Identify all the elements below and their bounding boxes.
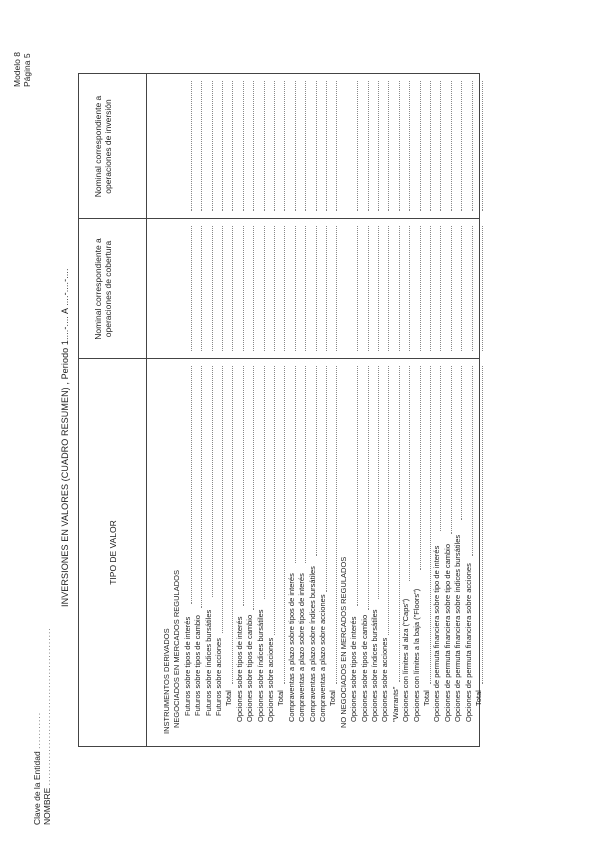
row-leader [451,366,452,534]
investment-value-cell[interactable] [191,81,192,211]
page-title: INVERSIONES EN VALORES (CUADRO RESUMEN) , Periodo 1....-.... A ....-....-.... [60,268,70,607]
table-row: Opciones con límites al alza ("Caps") [401,598,411,722]
row-leader [357,366,358,606]
row-leader [368,366,369,610]
hedge-value-cell[interactable] [368,226,369,351]
hedge-value-cell[interactable] [430,226,431,351]
table-row: Opciones con límites a la baja ("Floors") [411,588,421,722]
hedge-value-cell[interactable] [212,226,213,351]
table-row: Opciones sobre tipos de cambio [245,614,255,722]
hedge-value-cell[interactable] [253,226,254,351]
row-leader [409,366,410,581]
table-row: NO NEGOCIADOS EN MERCADOS REGULADOS [338,556,348,728]
row-leader [191,366,192,604]
row-leader [388,366,389,635]
table-row: Total [474,690,483,706]
row-leader [212,366,213,597]
column-header-type: TIPO DE VALOR [108,520,118,585]
table-row: Compraventas a plazo sobre índices bursátiles [307,566,317,722]
table-row: Total [276,690,286,706]
table-row: Opciones sobre tipos de interés [234,616,244,722]
investment-value-cell[interactable] [295,81,296,211]
page-label: Página 5 [22,53,32,87]
investment-value-cell[interactable] [472,81,473,211]
row-leader [274,366,275,635]
hedge-value-cell[interactable] [472,226,473,351]
investment-value-cell[interactable] [399,81,400,211]
hedge-value-cell[interactable] [357,226,358,351]
investment-value-cell[interactable] [316,81,317,211]
row-leader [482,366,483,684]
model-label: Modelo 8 [12,52,22,87]
table-row: NEGOCIADOS EN MERCADOS REGULADOS [172,570,182,728]
row-leader [430,366,431,684]
hedge-value-cell[interactable] [243,226,244,351]
table-row: Opciones sobre índices bursátiles [370,609,379,722]
hedge-value-cell[interactable] [264,226,265,351]
investment-value-cell[interactable] [336,81,337,211]
hedge-value-cell[interactable] [284,226,285,351]
investment-value-cell[interactable] [420,81,421,211]
row-leader [399,366,400,682]
hedge-value-cell[interactable] [305,226,306,351]
table-row: "Warrants" [390,686,400,722]
table-row: Compraventas a plazo sobre tipos de interés [297,573,307,722]
hedge-value-cell[interactable] [316,226,317,351]
table-row: Compraventas a plazo sobre acciones [318,594,327,722]
table-row: Opciones sobre acciones [266,637,275,722]
table-row: Total [224,690,234,706]
row-leader [420,366,421,570]
table-row: Futuros sobre tipos de interés [182,616,192,716]
table-row: Opciones sobre tipos de cambio [359,614,369,722]
investment-value-cell[interactable] [274,81,275,211]
row-leader [295,366,296,563]
row-leader [305,366,306,563]
hedge-value-cell[interactable] [326,226,327,351]
hedge-value-cell[interactable] [232,226,233,351]
row-leader [378,366,379,599]
table-row: Opciones de permuta financiera sobre tipo de interés [432,545,442,722]
hedge-value-cell[interactable] [201,226,202,351]
table-row: Opciones sobre acciones [380,637,390,722]
investment-value-cell[interactable] [201,81,202,211]
investment-value-cell[interactable] [357,81,358,211]
investment-value-cell[interactable] [388,81,389,211]
table-row: Opciones sobre tipos de interés [349,616,359,722]
name-label: NOMBRE [42,787,52,825]
row-leader [461,366,462,520]
hedge-value-cell[interactable] [420,226,421,351]
investment-value-cell[interactable] [368,81,369,211]
entity-key-label: Clave de la Entidad [32,751,42,825]
row-leader [201,366,202,608]
investment-value-cell[interactable] [430,81,431,211]
table-row: INSTRUMENTOS DERIVADOS [162,628,171,734]
hedge-value-cell[interactable] [409,226,410,351]
investment-value-cell[interactable] [264,81,265,211]
header-separator [146,74,147,746]
hedge-value-cell[interactable] [295,226,296,351]
table-row: Opciones sobre índices bursátiles [255,609,265,722]
investment-value-cell[interactable] [222,81,223,211]
table-row: Opciones de permuta financiera sobre índices bursátiles [453,534,463,722]
table-row: Compraventas a plazo sobre tipos de interés [286,573,296,722]
table-row: Futuros sobre índices bursátiles [203,609,213,716]
investment-value-cell[interactable] [284,81,285,211]
investment-value-cell[interactable] [253,81,254,211]
table-row: Futuros sobre acciones [214,638,223,716]
table-row: Futuros sobre tipos de cambio [193,615,203,716]
name-line [42,627,52,825]
hedge-value-cell[interactable] [399,226,400,351]
investment-value-cell[interactable] [305,81,306,211]
investment-value-cell[interactable] [451,81,452,211]
hedge-value-cell[interactable] [461,226,462,351]
table-row: Opciones de permuta financiera sobre acciones [463,563,473,722]
hedge-value-cell[interactable] [388,226,389,351]
column-divider [79,358,479,359]
hedge-value-cell[interactable] [378,226,379,351]
column-header-hedge: Nominal correspondiente a operaciones de cobertura [93,238,113,340]
investment-value-cell[interactable] [326,81,327,211]
investment-value-cell[interactable] [243,81,244,211]
column-divider [79,218,479,219]
column-header-investment: Nominal correspondiente a operaciones de inversión [93,95,113,198]
row-leader [326,366,327,592]
hedge-value-cell[interactable] [482,226,483,351]
row-leader [440,366,441,531]
table-row: Opciones de permuta financiera sobre tipo de cambio [442,543,452,722]
investment-value-cell[interactable] [461,81,462,211]
name-dots: ............................................... [42,627,52,786]
hedge-value-cell[interactable] [336,226,337,351]
row-leader [232,366,233,684]
summary-table [78,73,483,747]
hedge-value-cell[interactable] [440,226,441,351]
table-row: Total [422,690,431,706]
entity-key-dots: ........... [32,711,42,749]
row-leader [243,366,244,606]
row-leader [284,366,285,684]
entity-key-line [32,712,42,825]
investment-value-cell[interactable] [440,81,441,211]
row-leader [336,366,337,684]
investment-value-cell[interactable] [212,81,213,211]
investment-value-cell[interactable] [409,81,410,211]
investment-value-cell[interactable] [378,81,379,211]
row-leader [222,366,223,633]
row-leader [253,366,254,610]
hedge-value-cell[interactable] [222,226,223,351]
hedge-value-cell[interactable] [274,226,275,351]
hedge-value-cell[interactable] [191,226,192,351]
investment-value-cell[interactable] [232,81,233,211]
hedge-value-cell[interactable] [451,226,452,351]
investment-value-cell[interactable] [482,81,483,211]
row-leader [264,366,265,599]
row-leader [316,366,317,556]
row-leader [472,366,473,556]
table-row: Total [328,690,338,706]
